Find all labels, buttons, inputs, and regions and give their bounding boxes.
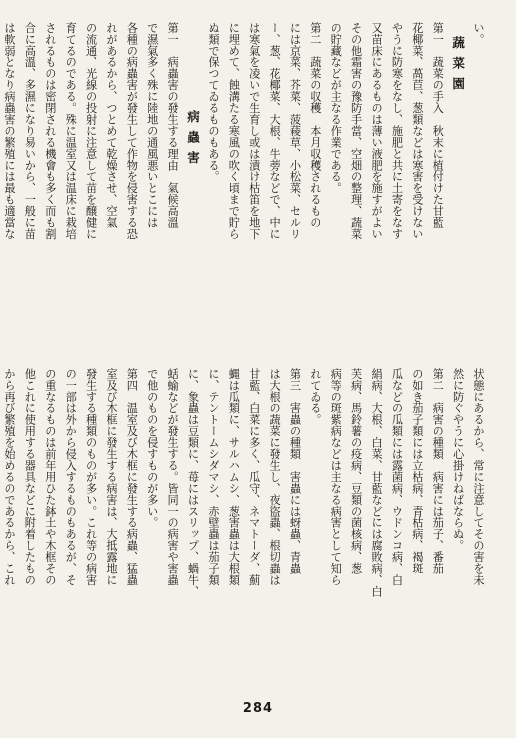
- text-column: 第二 病害の種類 病害には茄子、番茄: [431, 368, 445, 575]
- text-column: 状態にあるから、常に注意してその害を未: [472, 368, 485, 586]
- text-column: 各種の病蟲害が發生して作物を侵害する恐: [125, 22, 139, 240]
- text-column: 蛞蝓などが發生する。皆同一の病害や害蟲: [166, 368, 180, 586]
- text-column: その他霜害の豫防手當、空畑の整理、蔬菜: [349, 22, 363, 240]
- upper-text-block: [3, 22, 488, 370]
- text-column: れがあるから、つとめて乾燥させ、空氣: [104, 22, 118, 229]
- text-column: 甘藍、白菜に多く、瓜守、ネマトーダ、薊: [247, 368, 261, 586]
- text-column: 育てるのである。殊に温室又は温床に栽培: [64, 22, 78, 240]
- text-column: の一部は外から侵入するものもあるが、そ: [64, 368, 78, 586]
- text-column: やうに防寒をなし、施肥と共に土寄をなす: [390, 22, 404, 240]
- text-column: 第三 害蟲の種類 害蟲には蚜蟲、青蟲: [288, 368, 302, 575]
- text-column: 第一 蔬菜の手入 秋末に植付けた甘藍: [431, 22, 445, 229]
- text-column: 他これに使用する器具などに附着したもの: [23, 368, 37, 586]
- text-column: には京菜、芥菜、菠薐草、小松菜、セルリ: [288, 22, 302, 240]
- text-column: 病等の斑紫病などは主なる病害として知ら: [329, 368, 343, 586]
- text-column: から再び繁殖を始めるのであるから、これ: [3, 368, 17, 586]
- page-number: 284: [242, 701, 274, 716]
- text-column: 第四 温室及び木框に發生する病蟲、猛蟲: [125, 368, 139, 586]
- text-column: 發生する種類のものが多い。これ等の病害: [84, 368, 98, 586]
- text-column: ぬ類で保つてゐるものもある。: [206, 22, 220, 183]
- text-column: の流通、光線の投射に注意して苗を醸健に: [84, 22, 98, 240]
- text-column: ー、葱、花椰菜、大根、牛蒡などで、中に: [268, 22, 282, 240]
- text-column: の如き茄子類には立枯病、青枯病、褐斑: [410, 368, 424, 575]
- text-column: で他のものを侵すものが多い。: [145, 368, 159, 529]
- text-column: 室及び木框に發生する病害は、大抵露地に: [104, 368, 118, 586]
- text-column: 絹病、大根、白菜、甘藍などには腐敗病、白: [370, 368, 384, 597]
- text-column: 然に防ぐやうに心掛けねばならぬ。: [451, 368, 465, 552]
- text-column: の重なるものは前年用ひた鉢土や木框その: [43, 368, 57, 586]
- section-heading: 蔬菜園: [450, 36, 466, 98]
- text-column: に埋めて、蝕溝たる寒風の吹く頃まで貯ら: [227, 22, 241, 240]
- text-column: 瓜などの瓜類には露菌病、ウドンコ病、白: [390, 368, 404, 586]
- text-column: 又苗床にあるものは薄い液肥を施すがよい: [370, 22, 384, 240]
- text-column: に、象蟲は豆類に、苺にはスリップ、蝸牛、: [186, 368, 200, 597]
- text-column: されるものは密閉される機會も多く而も割: [43, 22, 57, 240]
- text-column: で濕氣多く殊に陸地の通風悪いとこには: [145, 22, 159, 229]
- text-column: は軟弱となり病蟲害の繁殖には最も適當な: [3, 22, 17, 240]
- text-column: れてゐる。: [308, 368, 322, 426]
- text-column: い。: [472, 22, 485, 45]
- text-column: 第二 蔬菜の収穫 本月収穫されるもの: [308, 22, 322, 229]
- text-column: 合に高溫、多濕になり易いから、一般に苗: [23, 22, 37, 240]
- text-column: 花椰菜、萵苣、葱類などは寒害を受けない: [410, 22, 424, 240]
- text-column: 芙病、馬鈴薯の疫病、豆類の菌核病、葱: [349, 368, 363, 575]
- section-heading: 病蟲害: [185, 110, 201, 172]
- text-column: に、テントームシダマシ、赤壁蟲は茄子類: [206, 368, 220, 586]
- text-column: は寒氣を凌いで生育し或は漬け枯笛を地下: [247, 22, 261, 240]
- text-column: は大根の蔬菜に發生し、夜盜蟲、根切蟲は: [268, 368, 282, 586]
- lower-text-block: [3, 368, 488, 690]
- text-column: の貯藏などが主なる作業である。: [329, 22, 343, 194]
- text-column: 蝿は瓜類に、サルハムシ、葱害蟲は大根類: [227, 368, 241, 586]
- text-column: 第一 病蟲害の發生する理由 氣候高溫: [166, 22, 180, 229]
